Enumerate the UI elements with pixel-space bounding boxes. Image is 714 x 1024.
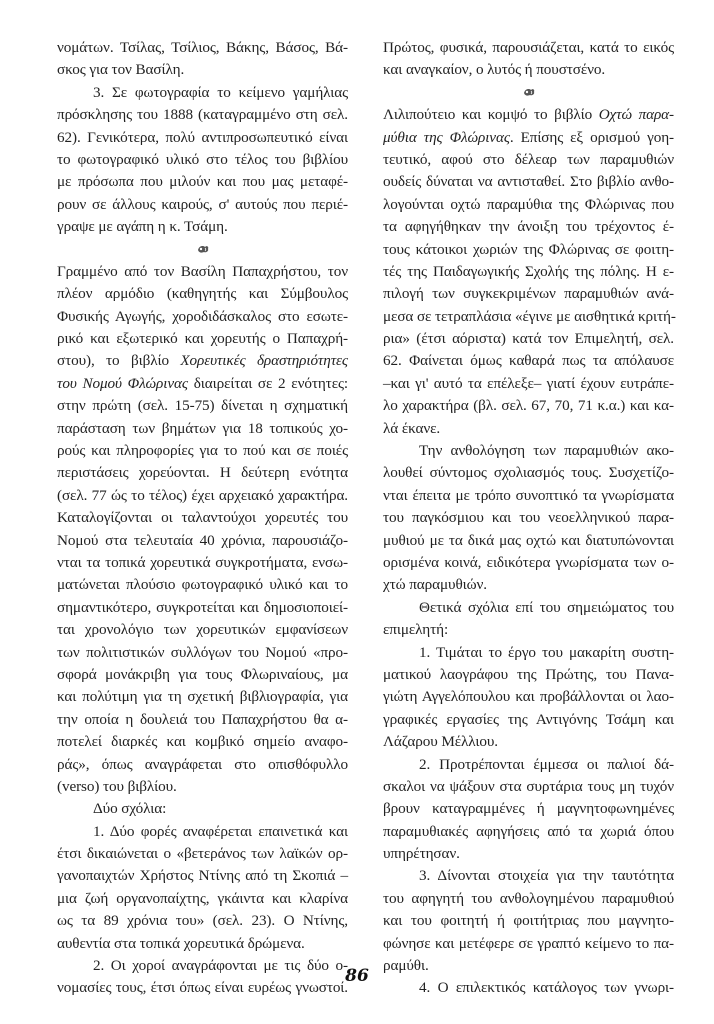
line-text: νομασίες τους, έτσι όπως είναι ευρέως γνωστοί. <box>57 979 348 997</box>
line-text: στην πρώτη (σελ. 15-75) δίνεται η σχηματική <box>57 397 348 415</box>
line-text: ματικού λαογράφου της Πρώτης, του Πανα- <box>383 665 674 683</box>
text-line <box>383 104 674 126</box>
text-line <box>383 530 674 552</box>
text-line <box>383 888 674 910</box>
text-line <box>383 418 674 440</box>
text-line <box>57 328 348 350</box>
text-line <box>383 149 674 171</box>
line-text: μεσα σε τετραπλάσια «έγινε με αισθητικά κριτή- <box>383 307 676 325</box>
text-line <box>57 171 348 193</box>
book-title: του Νομού Φλώρινας <box>57 374 188 392</box>
text-line <box>383 597 674 619</box>
line-text: ραμύθι. <box>383 957 429 975</box>
line-text: λογούνται οχτώ παραμύθια της Φλώρινας που <box>383 195 674 213</box>
line-text: ρια» (έτσι αόριστα) κατά τον Επιμελητή, σελ. <box>383 330 674 348</box>
book-title: μύθια της Φλώρινας <box>383 128 510 146</box>
line-text: ουδείς δύναται να αντισταθεί. Στο βιβλίο ανθο- <box>383 173 674 191</box>
line-text: Δύο σχόλια: <box>93 800 167 818</box>
text-line <box>383 910 674 932</box>
line-text: και πολύτιμη για τη σχετική βιβλιογραφία, για <box>57 688 348 706</box>
line-text: παραμυθιακές αφηγήσεις από τα χωριά όπου <box>383 822 674 840</box>
line-text: τευτικό, αφού στο δέλεαρ των παραμυθιών <box>383 150 674 168</box>
line-text: και του φοιτητή ή φοιτήτριας που μαγνητο- <box>383 912 674 930</box>
line-text: φώνησε και μετέφερε σε γραπτό κείμενο το πα- <box>383 934 674 952</box>
text-line <box>57 776 348 798</box>
line-text: 4. Ο επιλεκτικός κατάλογος των γνωρι- <box>419 979 674 997</box>
text-line <box>57 910 348 932</box>
text-line <box>57 395 348 417</box>
line-text: παράσταση των βημάτων για 18 τοπικούς χο- <box>57 419 348 437</box>
line-text: του αφηγητή του ανθολογημένου παραμυθιού <box>383 889 674 907</box>
line-text: λο χαρακτήρα (βλ. σελ. 67, 70, 71 κ.α.) και κα- <box>383 397 674 415</box>
text-line <box>383 261 674 283</box>
line-text: Γραμμένο από τον Βασίλη Παπαχρήστου, τον <box>57 262 348 280</box>
line-text: μυθιού με τα δικά μας οχτώ και διατυπώνονται <box>383 531 674 549</box>
text-line <box>383 933 674 955</box>
line-text: 2. Προτρέπονται έμμεσα οι παλιοί δά- <box>419 755 674 773</box>
text-line <box>57 216 348 238</box>
text-line <box>57 350 348 372</box>
line-text: (verso) του βιβλίου. <box>57 777 177 795</box>
line-text: διαιρείται σε 2 ενότητες: <box>187 374 349 392</box>
text-line <box>383 574 674 596</box>
line-text: περιστάσεις χορεύονται. Η δεύτερη ενότητα <box>57 464 348 482</box>
line-text: σκαλοι να ψάξουν στα συρτάρια τους μη τυχόν <box>383 777 674 795</box>
text-line <box>383 37 674 59</box>
text-line <box>383 754 674 776</box>
text-line <box>57 194 348 216</box>
line-text: νται έπειτα με τρόπο συνοπτικό τα γνωρίσματα <box>383 486 674 504</box>
line-text: ποτελεί διαρκές και κομβικό σημείο αναφο- <box>57 733 348 751</box>
text-line <box>383 216 674 238</box>
line-text: Φυσικής Αγωγής, χοροδιδάσκαλος στο εσωτε- <box>57 307 348 325</box>
text-line <box>383 485 674 507</box>
text-line <box>57 933 348 955</box>
line-text: ράς», όπως αναγράφεται στο οπισθόφυλλο <box>57 755 348 773</box>
line-text: τους κάτοικοι χωριών της Φλώρινας σε φοιτη- <box>383 240 674 258</box>
text-line <box>57 37 348 59</box>
text-line <box>57 261 348 283</box>
text-line <box>57 754 348 776</box>
right-column <box>383 37 674 1000</box>
line-text: ρούς και πληροφορίες για το πού και σε ποιές <box>57 442 348 460</box>
line-text: Λιλιπούτειο και κομψό το βιβλίο <box>383 106 599 124</box>
page-number: 86 <box>345 966 369 986</box>
text-line <box>57 552 348 574</box>
text-line <box>383 373 674 395</box>
text-line <box>383 619 674 641</box>
line-text: το φωτογραφικό υλικό στο τέλος του βιβλίου <box>57 150 348 168</box>
line-text: νται τα τοπικά χορευτικά συγκροτήματα, ενσω- <box>57 553 348 571</box>
line-text: 3. Σε φωτογραφία το κείμενο γαμήλιας <box>93 83 348 101</box>
line-text: σημαντικότερο, συγκροτείται και δημοσιοποιεί- <box>57 598 348 616</box>
text-line <box>57 865 348 887</box>
line-text: αυθεντία στα τοπικά χορευτικά δρώμενα. <box>57 934 305 952</box>
text-line <box>57 619 348 641</box>
line-text: γιώτη Αγγελόπουλου και προβάλλονται οι λαο- <box>383 688 674 706</box>
text-line <box>57 642 348 664</box>
line-text: σφορά μονάκριβη για τους Φλωριναίους, μα <box>57 665 348 683</box>
line-text: Λάζαρου Μέλλιου. <box>383 733 498 751</box>
text-line <box>383 194 674 216</box>
fleuron-icon <box>522 84 536 102</box>
text-line <box>383 306 674 328</box>
line-text: Καταλογίζονται οι ταλαντούχοι χορευτές του <box>57 509 348 527</box>
text-line <box>383 328 674 350</box>
line-text: ματώνεται πλούσιο φωτογραφικό υλικό και το <box>57 576 348 594</box>
line-text: των πολιτιστικών συλλόγων του Νομού «προ- <box>57 643 348 661</box>
line-text: στου), το βιβλίο <box>57 352 181 370</box>
text-line <box>57 843 348 865</box>
line-text: πλέον αρμόδιο (καθηγητής και Σύμβουλος <box>57 285 348 303</box>
text-line <box>383 821 674 843</box>
line-text: 1. Τιμάται το έργο του μακαρίτη συστη- <box>419 643 674 661</box>
text-line <box>383 843 674 865</box>
text-line <box>57 306 348 328</box>
text-line <box>383 127 674 149</box>
line-text: γανοπαιχτών Χρήστος Ντίνης από τη Σκοπιά – <box>57 867 348 885</box>
line-text: 62. Φαίνεται όμως καθαρά πως τα απόλαυσε <box>383 352 674 370</box>
line-text: την οποία η δουλειά του Παπαχρήστου θα α- <box>57 710 348 728</box>
line-text: νομάτων. Τσίλας, Τσίλιος, Βάκης, Βάσος, Βά- <box>57 39 348 56</box>
text-line <box>383 709 674 731</box>
text-line <box>383 440 674 462</box>
line-text: ρικό και εξωτερικό και χορευτής ο Παπαχρή- <box>57 330 348 348</box>
text-line <box>57 597 348 619</box>
line-text: σκος για τον Βασίλη. <box>57 61 185 79</box>
text-line <box>57 485 348 507</box>
line-text: με πρόσωπα που μιλούν και που μας μεταφέ- <box>57 173 348 191</box>
line-text: (σελ. 77 ώς το τέλος) έχει αρχειακό χαρακτήρα. <box>57 486 348 504</box>
text-line <box>383 865 674 887</box>
line-text: υπηρέτησαν. <box>383 845 460 863</box>
text-line <box>383 776 674 798</box>
text-line <box>57 462 348 484</box>
left-column <box>57 37 348 1000</box>
text-line <box>383 462 674 484</box>
line-text: Πρώτος, φυσικά, παρουσιάζεται, κατά το εικός <box>383 39 674 56</box>
text-line <box>383 507 674 529</box>
text-line <box>57 418 348 440</box>
line-text: Την ανθολόγηση των παραμυθιών ακο- <box>419 442 674 460</box>
line-text: και αναγκαίον, ο λυτός ή πουστσένο. <box>383 61 606 79</box>
line-text: ορισμένα κοινά, ειδικότερα γνωρίσματα των ο- <box>383 553 674 571</box>
book-title: Χορευτικές δραστηριότητες <box>180 352 348 370</box>
text-line <box>57 283 348 305</box>
line-text: Νομού στα τελευταία 40 χρόνια, παρουσιάζο- <box>57 531 348 549</box>
line-text: ρουν σε άλλους καιρούς, σ' αυτούς που περιέ- <box>57 195 348 213</box>
text-line <box>383 395 674 417</box>
text-line <box>57 530 348 552</box>
text-line <box>57 664 348 686</box>
line-text: Θετικά σχόλια επί του σημειώματος του <box>419 598 674 616</box>
text-line <box>57 686 348 708</box>
text-line <box>57 127 348 149</box>
line-text: . Επίσης εξ ορισμού γοη- <box>509 128 674 146</box>
text-line <box>57 507 348 529</box>
line-text: ται χρονολόγιο των χορευτικών εμφανίσεων <box>57 621 348 639</box>
text-line <box>57 731 348 753</box>
text-line <box>383 171 674 193</box>
line-text: 3. Δίνονται στοιχεία για την ταυτότητα <box>419 867 674 885</box>
text-line <box>383 686 674 708</box>
text-line <box>57 574 348 596</box>
section-ornament <box>383 82 674 104</box>
text-line <box>57 373 348 395</box>
text-line <box>57 709 348 731</box>
line-text: έτσι δικαιώνεται ο «βετεράνος των λαϊκών ορ- <box>57 845 348 863</box>
line-text: τές της Παιδαγωγικής Σχολής της πόλης. Η ε- <box>383 262 674 280</box>
line-text: λά έκανε. <box>383 419 441 437</box>
text-line <box>383 731 674 753</box>
text-line <box>57 821 348 843</box>
text-line <box>57 59 348 81</box>
text-line <box>57 888 348 910</box>
text-line <box>383 283 674 305</box>
text-line <box>383 642 674 664</box>
text-line <box>57 82 348 104</box>
text-line <box>57 149 348 171</box>
text-line <box>383 798 674 820</box>
fleuron-icon <box>196 241 210 259</box>
line-text: του παγκόσμιου και του νεοελληνικού παρα- <box>383 509 674 527</box>
line-text: –και γι' αυτό τα επέλεξε– γιατί έχουν ευτράπε- <box>383 374 674 392</box>
text-line <box>57 104 348 126</box>
section-ornament <box>57 239 348 261</box>
line-text: μια ζωή οργανοπαίχτης, γκάιντα και κλαρίνα <box>57 889 348 907</box>
line-text: τα αφηγήθηκαν την άνοιξη του τρέχοντος έ- <box>383 218 674 236</box>
line-text: 62). Γενικότερα, πολύ αντιπροσωπευτικό είναι <box>57 128 348 146</box>
line-text: 1. Δύο φορές αναφέρεται επαινετικά και <box>93 822 348 840</box>
line-text: γραψε με αγάπη η κ. Τσάμη. <box>57 218 228 236</box>
line-text: πρόσκλησης του 1888 (καταγραμμένο στη σελ. <box>57 106 348 124</box>
line-text: βρουν καταγραμμένες ή μαγνητοφωνημένες <box>383 800 674 818</box>
book-title: Οχτώ παρα- <box>598 106 674 124</box>
text-line <box>383 552 674 574</box>
line-text: πιλογή των συγκεκριμένων παραμυθιών ανά- <box>383 285 674 303</box>
line-text: λουθεί σύντομος σχολιασμός τους. Συσχετίζο- <box>383 464 674 482</box>
line-text: γραφικές εργασίες της Αντιγόνης Τσάμη και <box>383 710 674 728</box>
line-text: χτώ παραμυθιών. <box>383 576 487 594</box>
text-line <box>57 798 348 820</box>
text-line <box>383 350 674 372</box>
text-line <box>383 239 674 261</box>
text-line <box>383 664 674 686</box>
line-text: ως τα 89 χρόνια του» (σελ. 23). Ο Ντίνης, <box>57 912 348 930</box>
line-text: επιμελητή: <box>383 621 449 639</box>
text-line <box>383 59 674 81</box>
text-line <box>57 440 348 462</box>
line-text: 2. Οι χοροί αναγράφονται με τις δύο ο- <box>93 957 348 975</box>
